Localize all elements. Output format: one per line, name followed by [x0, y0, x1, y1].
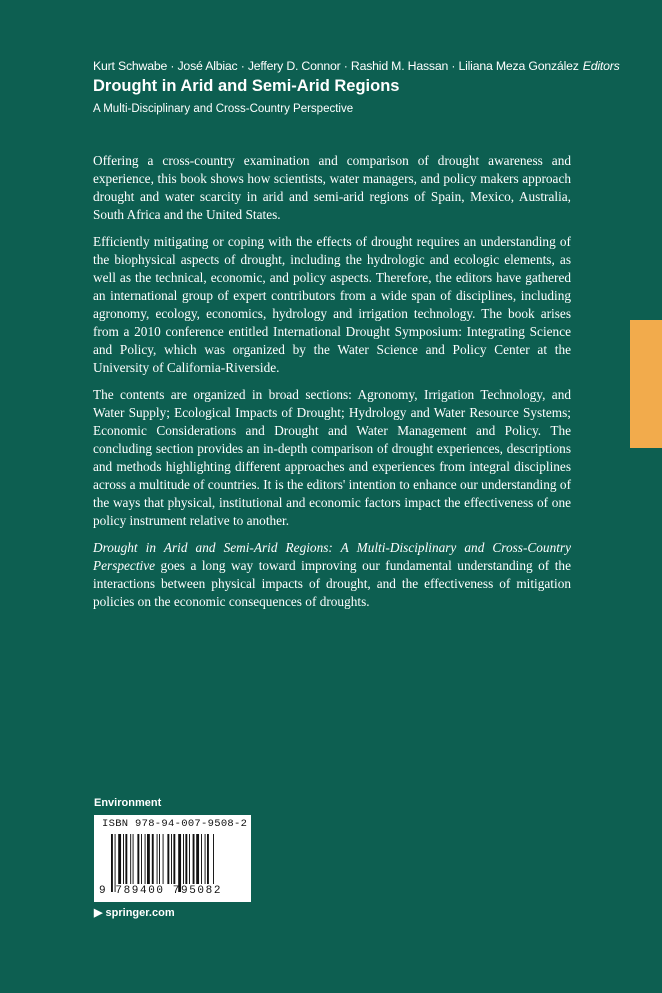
blurb-text: goes a long way toward improving our fundamental understanding of the interactions between physical impacts of drought, and the effectiveness of mitigation policies on the economic consequences of droughts. — [93, 558, 571, 609]
barcode-digits: 9 789400 795082 — [99, 885, 223, 897]
triangle-right-icon: ▶ — [94, 907, 103, 919]
blurb-paragraph: Offering a cross-country examination and comparison of drought awareness and experience, this book shows how scientists, water managers, and policy makers approach drought and water scarcity in arid and semi-arid regions of Spain, Mexico, Australia, South Africa and the United States. — [93, 153, 571, 222]
blurb — [93, 152, 571, 620]
barcode-bar — [157, 834, 158, 884]
barcode-bars — [111, 834, 243, 892]
barcode-bar — [173, 834, 175, 884]
barcode-bar — [145, 834, 146, 884]
barcode-bar — [193, 834, 195, 884]
editors-label: Editors — [582, 59, 620, 73]
publisher-link[interactable] — [94, 906, 175, 919]
book-subtitle: A Multi-Disciplinary and Cross-Country Perspective — [93, 103, 354, 115]
barcode-bar — [183, 834, 184, 884]
barcode-bar — [178, 834, 181, 892]
blurb-paragraph-last — [93, 539, 571, 611]
barcode-bar — [185, 834, 187, 884]
barcode-bar — [159, 834, 160, 884]
barcode-bar — [205, 834, 206, 884]
editor-names: Kurt Schwabe · José Albiac · Jeffery D. Connor · Rashid M. Hassan · Liliana Meza González — [93, 59, 579, 73]
barcode-bar — [133, 834, 134, 884]
barcode-bar — [147, 834, 150, 884]
barcode-bar — [123, 834, 124, 884]
barcode-bar — [130, 834, 131, 884]
category-label: Environment — [94, 797, 162, 809]
publisher-website: springer.com — [105, 907, 175, 919]
editors-line — [93, 59, 620, 73]
barcode-bar — [189, 834, 190, 884]
barcode-bar — [171, 834, 172, 884]
blurb-paragraph: Efficiently mitigating or coping with the effects of drought requires an understanding of the biophysical aspects of drought, including the hydrologic and ecologic elements, as well as the technical, economic, and policy aspects. Therefore, the editors have gathered an international group of expert contributors from a wide span of disciplines, including agronomy, ecology, economics, hydrology and irrigation technology. The book arises from a 2010 conference entitled International Drought Symposium: Integrating Science and Policy, which was organized by the Water Science and Policy Center at the University of California-Riverside. — [93, 234, 571, 375]
barcode-bar — [125, 834, 127, 884]
spine-color-tab — [630, 320, 662, 448]
barcode-bar — [167, 834, 169, 884]
blurb-paragraph: The contents are organized in broad sections: Agronomy, Irrigation Technology, and Water Supply; Ecological Impacts of Drought; Hydrology and Water Resource Systems; Economic Considerations and Drought and Water Management and Policy. The concluding section provides an in-depth comparison of drought experiences, descriptions and methods highlighting different approaches and experiences from integral disciplines across a multitude of countries. It is the editors' intention to enhance our understanding of the ways that physical, institutional and economic factors impact the effectiveness of one policy instrument relative to another. — [93, 387, 571, 528]
barcode-bar — [207, 834, 209, 884]
barcode-bar — [201, 834, 202, 884]
title-italic: Drought in Arid and Semi-Arid Regions: A Multi-Disciplinary and Cross-Country Perspective — [93, 540, 571, 573]
barcode-bar — [163, 834, 164, 884]
barcode-bar — [213, 834, 214, 884]
barcode-bar — [196, 834, 199, 884]
barcode-bar — [111, 834, 113, 892]
barcode-bar — [115, 834, 116, 892]
barcode — [94, 815, 251, 902]
barcode-bar — [141, 834, 142, 884]
barcode-bar — [137, 834, 139, 884]
barcode-bar — [118, 834, 121, 884]
isbn-text: ISBN 978-94-007-9508-2 — [102, 818, 248, 830]
book-title: Drought in Arid and Semi-Arid Regions — [93, 77, 400, 95]
barcode-bar — [152, 834, 154, 884]
